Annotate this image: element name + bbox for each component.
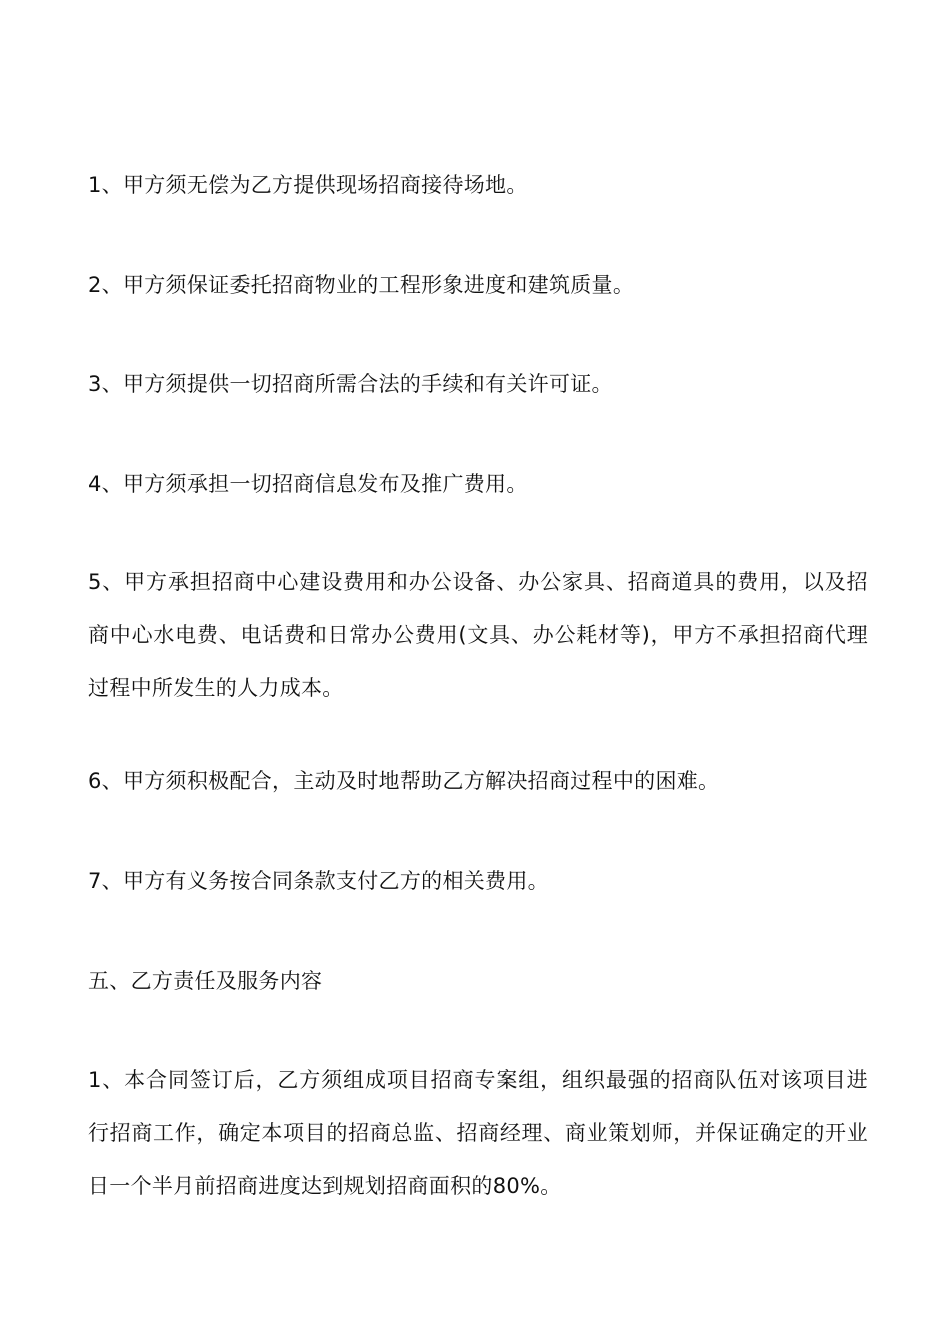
section-heading: 五、乙方责任及服务内容 [88,969,323,993]
paragraph-4: 4、甲方须承担一切招商信息发布及推广费用。 [88,472,528,496]
paragraph-6: 6、甲方须积极配合，主动及时地帮助乙方解决招商过程中的困难。 [88,769,720,793]
paragraph-8: 1、本合同签订后，乙方须组成项目招商专案组，组织最强的招商队伍对该项目进行招商工作，确定本项目的招商总监、招商经理、商业策划师，并保证确定的开业日一个半月前招商进度达到规划招商面积的80%。 [88,1068,868,1198]
paragraph-5: 5、甲方承担招商中心建设费用和办公设备、办公家具、招商道具的费用，以及招商中心水电费、电话费和日常办公费用(文具、办公耗材等)，甲方不承担招商代理过程中所发生的人力成本。 [88,570,868,700]
paragraph-3: 3、甲方须提供一切招商所需合法的手续和有关许可证。 [88,372,613,396]
paragraph-1: 1、甲方须无偿为乙方提供现场招商接待场地。 [88,173,528,197]
paragraph-7: 7、甲方有义务按合同条款支付乙方的相关费用。 [88,869,549,893]
paragraph-2: 2、甲方须保证委托招商物业的工程形象进度和建筑质量。 [88,273,635,297]
